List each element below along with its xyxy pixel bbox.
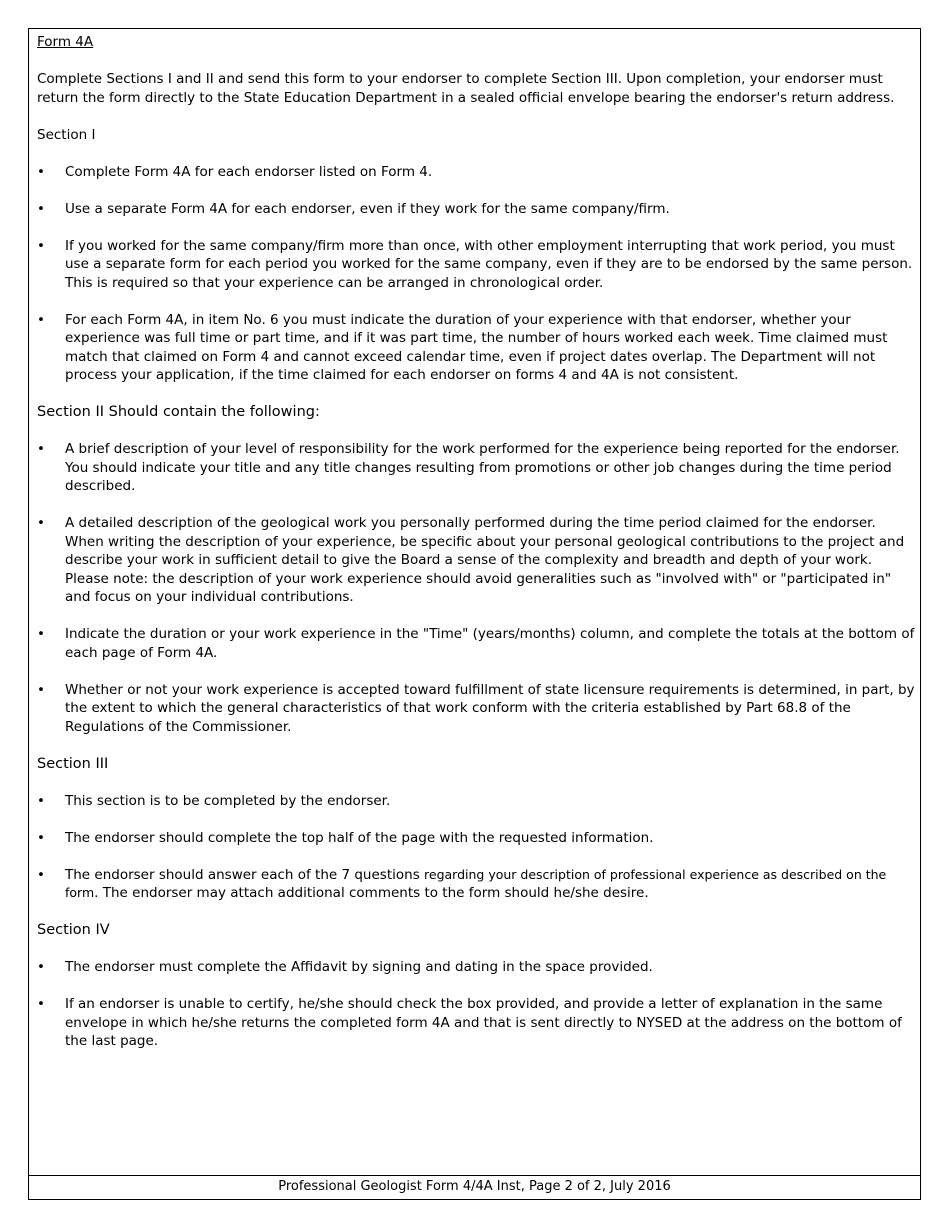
list-item: • Use a separate Form 4A for each endorser, even if they work for the same company/firm. [37, 200, 670, 217]
form-title: Form 4A [37, 34, 94, 50]
bullet-icon: • [37, 866, 45, 883]
list-item: • A detailed description of the geological work you personally performed during the time period claimed for the endorser. When writing the description of your experience, be specific about your personal geological contributions to the project and describe your work in sufficient detail to give the Board a sense of the complexity and breadth and depth of your work. Please note: the description of your work experience should avoid generalities such as "involved with" or "participated in" and focus on your individual contributions. [37, 515, 905, 605]
section-4-list [37, 958, 915, 1051]
bullet-icon: • [37, 626, 45, 642]
section-1-list [37, 163, 915, 385]
section-3-heading: Section III [37, 755, 109, 772]
bullet-icon: • [37, 959, 45, 975]
instructions-body [37, 33, 915, 1069]
list-item: • A brief description of your level of responsibility for the work performed for the experience being reported for the endorser. You should indicate your title and any title changes resulting from promotions or other job changes during the time period described. [37, 441, 900, 494]
list-item: • The endorser should answer each of the 7 questions regarding your description of professional experience as described on the form. The endorser may attach additional comments to the form should he/she desire. [37, 866, 887, 901]
bullet-icon: • [37, 996, 45, 1012]
intro-paragraph: Complete Sections I and II and send this form to your endorser to complete Section III. Upon completion, your endorser must return the form directly to the State Education Department in a sealed official envelope bearing the endorser's return address. [37, 71, 895, 106]
section-2-heading: Section II Should contain the following: [37, 404, 320, 420]
bullet-icon: • [37, 829, 45, 846]
section-1-heading: Section I [37, 126, 96, 143]
section-4-heading: Section IV [37, 922, 110, 938]
bullet-icon: • [37, 163, 45, 180]
section-2-list [37, 440, 915, 736]
list-item: • For each Form 4A, in item No. 6 you must indicate the duration of your experience with that endorser, whether your experience was full time or part time, and if it was part time, the number of hours worked each week. Time claimed must match that claimed on Form 4 and cannot exceed calendar time, even if project dates overlap. The Department will not process your application, if the time claimed for each endorser on forms 4 and 4A is not consistent. [37, 311, 888, 383]
footer-divider [28, 1175, 921, 1176]
bullet-icon: • [37, 311, 45, 328]
list-item: • Complete Form 4A for each endorser listed on Form 4. [37, 163, 433, 180]
bullet-icon: • [37, 681, 45, 698]
bullet-icon: • [37, 237, 45, 254]
list-item: • The endorser should complete the top half of the page with the requested information. [37, 829, 654, 846]
bullet-icon: • [37, 200, 45, 217]
bullet-icon: • [37, 792, 45, 809]
list-item: • This section is to be completed by the endorser. [37, 792, 391, 809]
bullet-icon: • [37, 441, 45, 457]
list-item: • If an endorser is unable to certify, he/she should check the box provided, and provide a letter of explanation in the same envelope in which he/she returns the completed form 4A and that is sent directly to NYSED at the address on the bottom of the last page. [37, 996, 902, 1049]
list-item: • Indicate the duration or your work experience in the "Time" (years/months) column, and complete the totals at the bottom of each page of Form 4A. [37, 626, 915, 661]
list-item: • If you worked for the same company/firm more than once, with other employment interrupting that work period, you must use a separate form for each period you worked for the same company, even if they are to be endorsed by the same person. This is required so that your experience can be arranged in chronological order. [37, 237, 913, 291]
section-3-list [37, 792, 915, 903]
bullet-icon: • [37, 515, 45, 531]
list-item: • The endorser must complete the Affidavit by signing and dating in the space provided. [37, 959, 653, 975]
list-item: • Whether or not your work experience is accepted toward fulfillment of state licensure requirements is determined, in part, by the extent to which the general characteristics of that work conform with the criteria established by Part 68.8 of the Regulations of the Commissioner. [37, 681, 915, 735]
page-footer: Professional Geologist Form 4/4A Inst, Page 2 of 2, July 2016 [278, 1179, 671, 1194]
